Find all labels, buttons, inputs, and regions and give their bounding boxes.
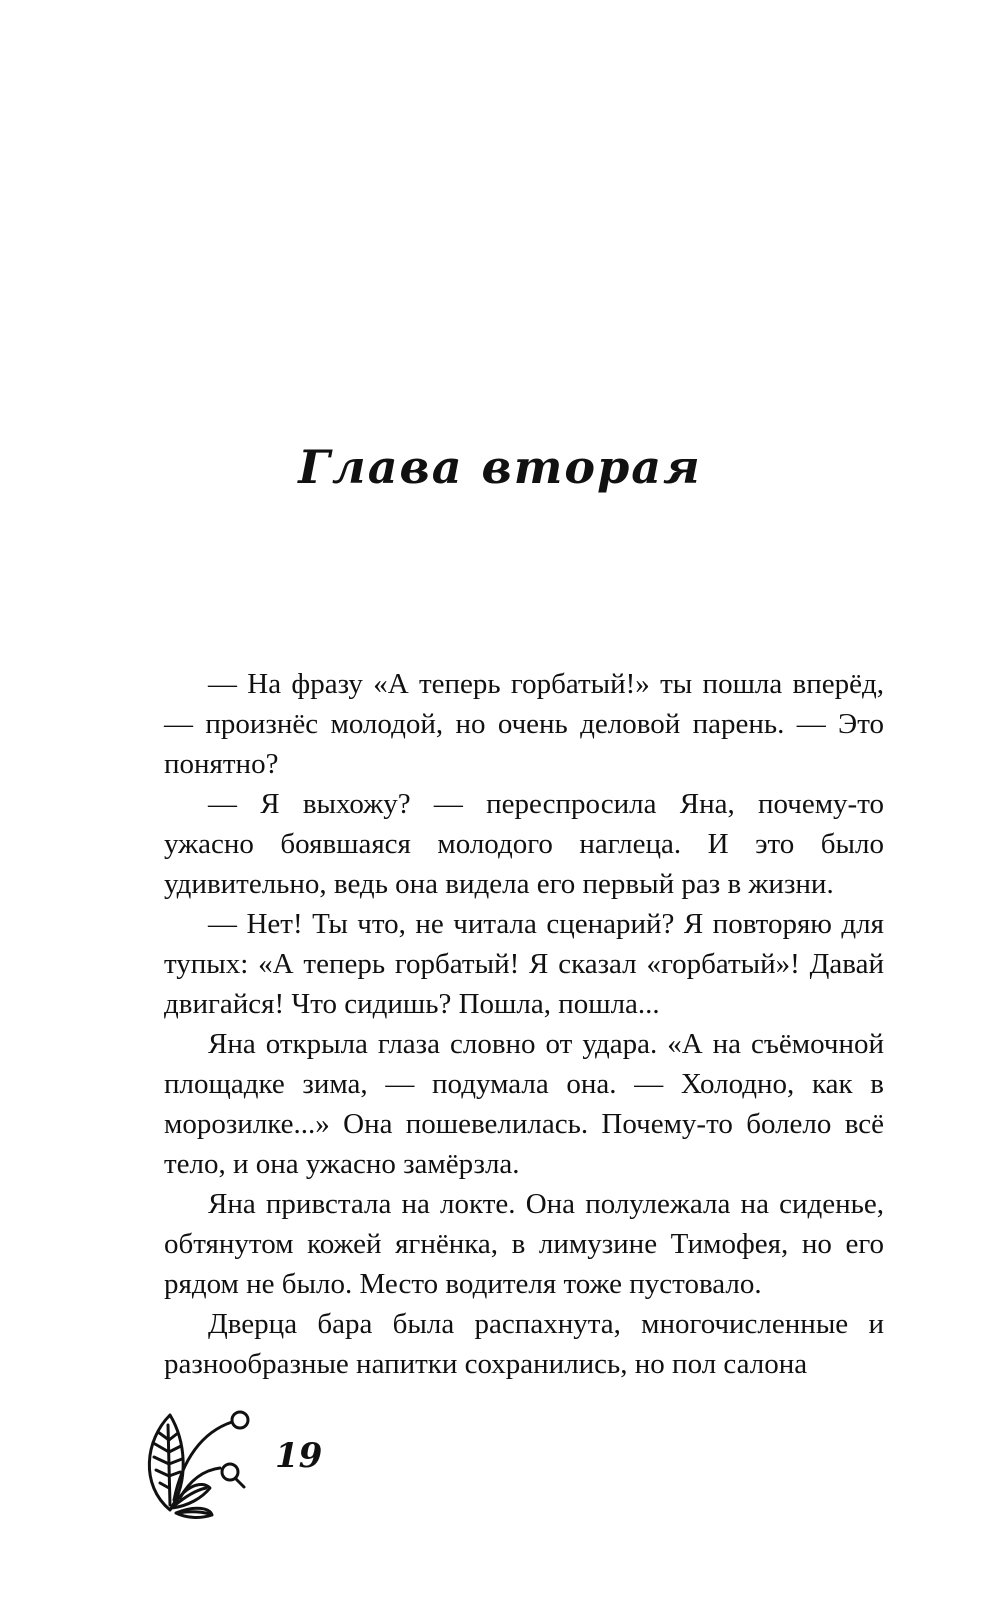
paragraph: — Нет! Ты что, не читала сценарий? Я повторяю для тупых: «А теперь горбатый! Я сказал «горбатый»! Давай двигайся! Что сидишь? Пошла, пошла... xyxy=(164,908,884,1020)
chapter-title: Глава вторая xyxy=(298,440,702,494)
page-footer xyxy=(140,1380,440,1520)
chapter-body xyxy=(164,664,884,1384)
paragraph: Яна привстала на локте. Она полулежала на сиденье, обтянутом кожей ягнёнка, в лимузине Тимофея, но его рядом не было. Место водителя тоже пустовало. xyxy=(164,1188,884,1300)
paragraph: Яна открыла глаза словно от удара. «А на съёмочной площадке зима, — подумала она. — Холодно, как в морозилке...» Она пошевелилась. Почему-то болело всё тело, и она ужасно замёрзла. xyxy=(164,1028,884,1180)
page-number: 19 xyxy=(275,1436,323,1476)
paragraph: — Я выхожу? — переспросила Яна, почему-то ужасно боявшаяся молодого наглеца. И это было удивительно, ведь она видела его первый раз в жизни. xyxy=(164,788,884,900)
paragraph: — На фразу «А теперь горбатый!» ты пошла вперёд, — произнёс молодой, но очень деловой парень. — Это понятно? xyxy=(164,668,884,780)
floral-sprig-icon xyxy=(140,1380,270,1520)
paragraph: Дверца бара была распахнута, многочисленные и разнообразные напитки сохранились, но пол салона xyxy=(164,1308,884,1380)
